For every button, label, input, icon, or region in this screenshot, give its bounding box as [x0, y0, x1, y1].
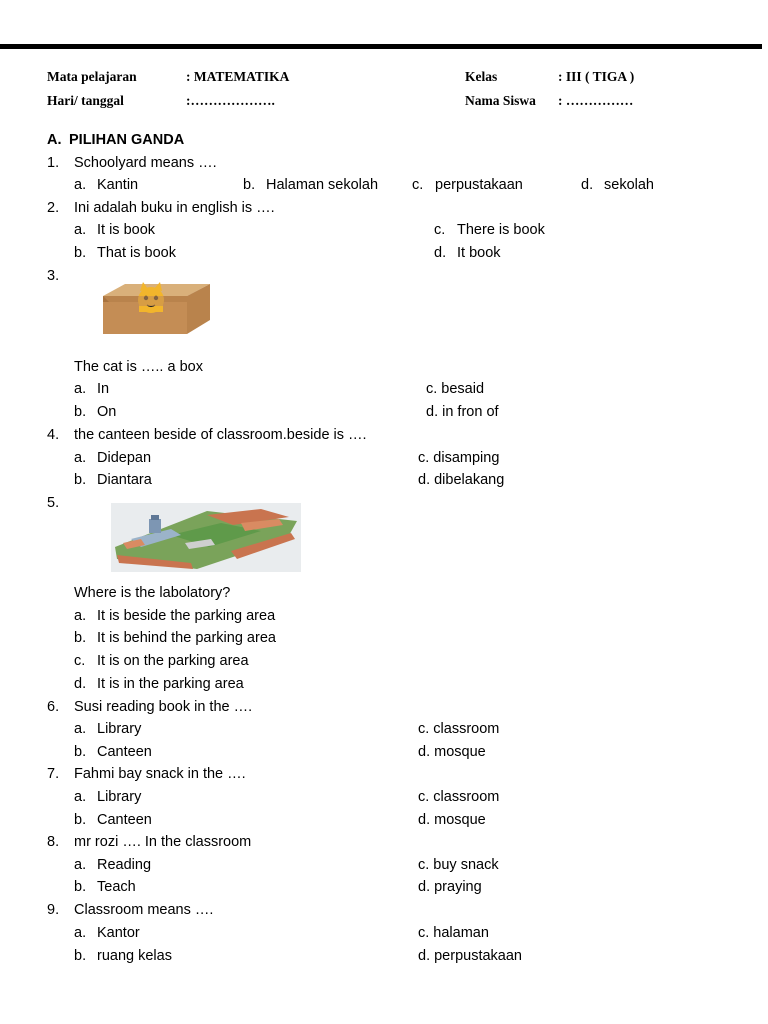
option-text: c. classroom [418, 721, 500, 737]
option-letter: a. [74, 721, 87, 737]
question-number: 6. [47, 699, 60, 715]
student-name-value: : …………… [558, 93, 634, 108]
question-text: Where is the labolatory? [74, 585, 231, 601]
option-text: c. disamping [418, 450, 500, 466]
option-text: Library [97, 789, 142, 805]
question-number: 8. [47, 834, 60, 850]
option-letter: a. [74, 381, 87, 397]
option-text: Halaman sekolah [266, 177, 379, 193]
question-number: 1. [47, 155, 60, 171]
option-letter: b. [74, 948, 87, 964]
option-text: c. classroom [418, 789, 500, 805]
subject-value: : MATEMATIKA [186, 69, 290, 84]
student-name-label: Nama Siswa [465, 93, 536, 108]
option-text: Diantara [97, 472, 152, 488]
question-number: 3. [47, 268, 60, 284]
option-letter: b. [74, 812, 87, 828]
option-letter: a. [74, 177, 87, 193]
question-number: 9. [47, 902, 60, 918]
option-text: perpustakaan [435, 177, 523, 193]
option-text: Reading [97, 857, 152, 873]
option-letter: b. [74, 879, 87, 895]
date-label: Hari/ tanggal [47, 93, 124, 108]
option-text: c. halaman [418, 925, 489, 941]
option-text: Library [97, 721, 142, 737]
option-text: It is on the parking area [97, 653, 249, 669]
option-text: It is behind the parking area [97, 630, 276, 646]
option-letter: a. [74, 450, 87, 466]
option-letter: a. [74, 789, 87, 805]
option-text: Canteen [97, 812, 152, 828]
question-text: Classroom means …. [74, 902, 214, 918]
option-letter: a. [74, 608, 87, 624]
option-text: d. perpustakaan [418, 948, 522, 964]
option-text: Canteen [97, 744, 152, 760]
question-number: 5. [47, 495, 60, 511]
date-value: :………………. [186, 93, 275, 108]
class-label: Kelas [465, 69, 498, 84]
option-letter: c. [74, 653, 86, 669]
section-letter: A. [47, 132, 62, 148]
option-letter: c. [434, 222, 446, 238]
option-text: Kantor [97, 925, 140, 941]
cat-in-box-image [103, 282, 210, 336]
option-text: c. besaid [426, 381, 485, 397]
question-text: Fahmi bay snack in the …. [74, 766, 246, 782]
option-text: On [97, 404, 117, 420]
option-text: It is book [97, 222, 156, 238]
option-letter: b. [74, 744, 87, 760]
option-text: Didepan [97, 450, 152, 466]
option-letter: b. [243, 177, 256, 193]
option-letter: c. [412, 177, 424, 193]
option-text: There is book [457, 222, 545, 238]
option-letter: b. [74, 245, 87, 261]
question-text: Schoolyard means …. [74, 155, 217, 171]
option-text: ruang kelas [97, 948, 172, 964]
option-letter: d. [434, 245, 447, 261]
option-text: d. dibelakang [418, 472, 505, 488]
option-letter: a. [74, 857, 87, 873]
option-text: c. buy snack [418, 857, 499, 873]
school-map-image [111, 503, 301, 572]
top-rule [0, 44, 762, 49]
question-number: 4. [47, 427, 60, 443]
option-text: d. praying [418, 879, 482, 895]
question-text: Ini adalah buku in english is …. [74, 200, 275, 216]
question-number: 2. [47, 200, 60, 216]
option-letter: a. [74, 222, 87, 238]
option-letter: d. [581, 177, 594, 193]
option-text: Teach [97, 879, 136, 895]
option-text: That is book [97, 245, 176, 261]
option-letter: b. [74, 630, 87, 646]
option-text: d. in fron of [426, 404, 499, 420]
class-value: : III ( TIGA ) [558, 69, 635, 84]
option-text: d. mosque [418, 812, 486, 828]
option-text: d. mosque [418, 744, 486, 760]
option-letter: a. [74, 925, 87, 941]
question-text: Susi reading book in the …. [74, 699, 253, 715]
subject-label: Mata pelajaran [47, 69, 137, 84]
option-letter: b. [74, 404, 87, 420]
option-text: In [97, 381, 110, 397]
option-letter: b. [74, 472, 87, 488]
option-text: It is beside the parking area [97, 608, 276, 624]
option-text: It is in the parking area [97, 676, 244, 692]
question-text: mr rozi …. In the classroom [74, 834, 252, 850]
option-letter: d. [74, 676, 87, 692]
option-text: It book [457, 245, 501, 261]
option-text: Kantin [97, 177, 139, 193]
question-text: the canteen beside of classroom.beside is …. [74, 427, 367, 443]
option-text: sekolah [604, 177, 654, 193]
section-title: PILIHAN GANDA [69, 132, 185, 148]
question-number: 7. [47, 766, 60, 782]
question-text: The cat is ….. a box [74, 359, 203, 375]
